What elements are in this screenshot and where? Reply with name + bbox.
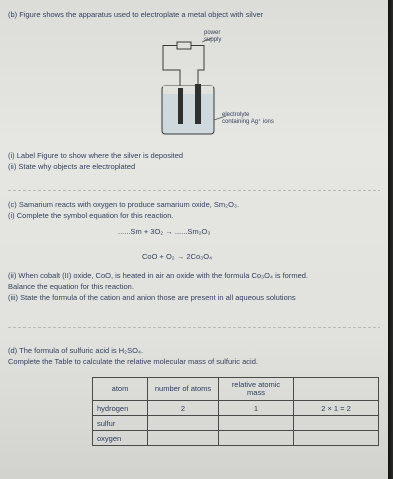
cell-atom: oxygen — [93, 431, 148, 446]
cell-atom: sulfur — [93, 416, 148, 431]
question-c-part-ii-line1: (ii) When cobalt (II) oxide, CoO, is heated in air an oxide with the formula Co₃O₄ is formed. — [8, 271, 308, 280]
cell-mass[interactable] — [219, 416, 294, 431]
cell-atom: hydrogen — [93, 401, 148, 416]
question-d-instruction: Complete the Table to calculate the relative molecular mass of sulfuric acid. — [8, 357, 258, 366]
answer-line — [8, 327, 380, 328]
answer-line — [8, 190, 380, 191]
equation-2: CoO + O₂ → 2Co₃O₄ — [142, 252, 213, 261]
cell-mass[interactable]: 1 — [219, 401, 294, 416]
electrode-right — [195, 84, 201, 124]
header-number-of-atoms: number of atoms — [148, 378, 219, 401]
question-d-intro: (d) The formula of sulfuric acid is H₂SO₄. — [8, 346, 144, 355]
equation-1: ......Sm + 3O₂ → ......Sm₂O₃ — [118, 227, 211, 236]
wire-left — [163, 46, 180, 93]
cell-number[interactable]: 2 — [148, 401, 219, 416]
table-row — [93, 431, 379, 446]
header-relative-atomic-mass: relative atomic mass — [219, 378, 294, 401]
cell-calculation[interactable] — [294, 431, 379, 446]
electrolyte-label-1: electrolyte — [222, 112, 250, 118]
electrolyte-label-2: containing Ag⁺ ions — [222, 119, 274, 125]
electrode-left — [178, 88, 183, 124]
power-supply-label-2: supply — [204, 37, 222, 43]
molecular-mass-table — [92, 377, 379, 446]
photo-dark-edge — [388, 0, 393, 479]
header-atom: atom — [93, 378, 148, 401]
question-c-part-i: (i) Complete the symbol equation for this reaction. — [8, 211, 174, 220]
beaker-air-gap — [163, 86, 213, 94]
question-c-part-ii-line2: Balance the equation for this reaction. — [8, 282, 134, 291]
table-row — [93, 416, 379, 431]
question-b-intro: (b) Figure shows the apparatus used to electroplate a metal object with silver — [8, 10, 264, 19]
power-supply-label-1: power — [204, 30, 221, 36]
power-supply-box — [177, 42, 191, 49]
cell-calculation[interactable] — [294, 416, 379, 431]
header-calculation — [294, 378, 379, 401]
cell-number[interactable] — [148, 431, 219, 446]
table-header-row — [93, 378, 379, 401]
question-b-part-i: (i) Label Figure to show where the silver is deposited — [8, 151, 184, 160]
cell-calculation[interactable]: 2 × 1 = 2 — [294, 401, 379, 416]
cell-mass[interactable] — [219, 431, 294, 446]
question-c-part-iii: (iii) State the formula of the cation and anion those are present in all aqueous solutions — [8, 293, 296, 302]
question-c-intro: (c) Samarium reacts with oxygen to produce samarium oxide, Sm₂O₃. — [8, 200, 240, 209]
cell-number[interactable] — [148, 416, 219, 431]
table-row — [93, 401, 379, 416]
wire-right — [191, 46, 204, 89]
question-b-part-ii: (ii) State why objects are electroplated — [8, 162, 136, 171]
